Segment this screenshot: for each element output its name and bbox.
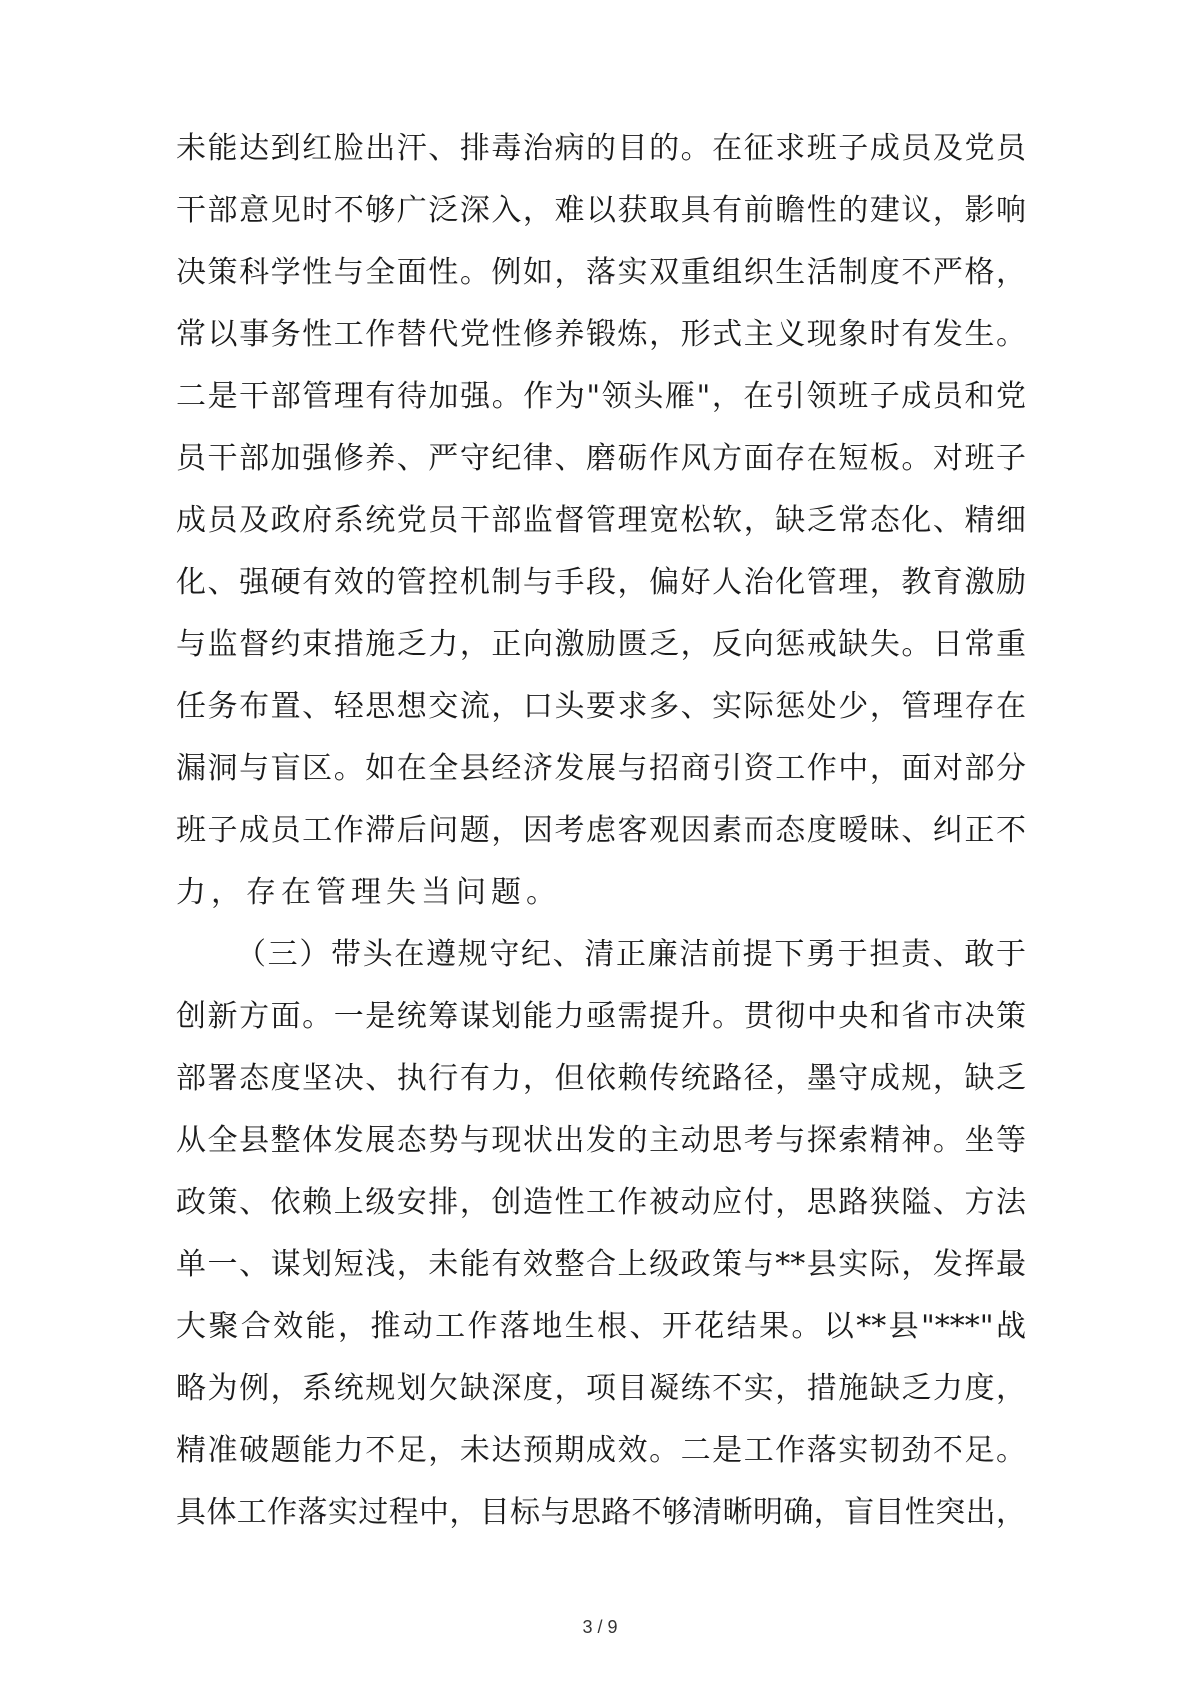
text-line: 力，存在管理失当问题。 — [176, 875, 561, 910]
text-line: 单一、谋划短浅，未能有效整合上级政策与**县实际，发挥最 — [176, 1247, 1026, 1282]
text-line: 创新方面。一是统筹谋划能力亟需提升。贯彻中央和省市决策 — [176, 999, 1026, 1034]
text-line: 班子成员工作滞后问题，因考虑客观因素而态度暧昧、纠正不 — [176, 813, 1026, 848]
text-line: 略为例，系统规划欠缺深度，项目凝练不实，措施缺乏力度， — [176, 1371, 1026, 1406]
text-line: 大聚合效能，推动工作落地生根、开花结果。以**县"***"战 — [176, 1309, 1026, 1344]
text-line: 化、强硬有效的管控机制与手段，偏好人治化管理，教育激励 — [176, 565, 1026, 600]
text-line: 部署态度坚决、执行有力，但依赖传统路径，墨守成规，缺乏 — [176, 1061, 1026, 1096]
text-line: 成员及政府系统党员干部监督管理宽松软，缺乏常态化、精细 — [176, 503, 1026, 538]
text-line: 政策、依赖上级安排，创造性工作被动应付，思路狭隘、方法 — [176, 1185, 1026, 1220]
text-line: 二是干部管理有待加强。作为"领头雁"，在引领班子成员和党 — [176, 379, 1026, 414]
body-text — [176, 118, 1026, 1544]
page-number: 3 / 9 — [582, 1617, 618, 1637]
text-line: 从全县整体发展态势与现状出发的主动思考与探索精神。坐等 — [176, 1123, 1026, 1158]
text-line: 常以事务性工作替代党性修养锻炼，形式主义现象时有发生。 — [176, 317, 1026, 352]
text-line: 具体工作落实过程中，目标与思路不够清晰明确，盲目性突出， — [176, 1495, 1026, 1530]
text-line: 员干部加强修养、严守纪律、磨砺作风方面存在短板。对班子 — [176, 441, 1026, 476]
text-line: 与监督约束措施乏力，正向激励匮乏，反向惩戒缺失。日常重 — [176, 627, 1026, 662]
text-line: 决策科学性与全面性。例如，落实双重组织生活制度不严格， — [176, 255, 1026, 290]
section-heading-line: （三）带头在遵规守纪、清正廉洁前提下勇于担责、敢于 — [236, 937, 1026, 972]
text-line: 干部意见时不够广泛深入，难以获取具有前瞻性的建议，影响 — [176, 193, 1026, 228]
text-line: 任务布置、轻思想交流，口头要求多、实际惩处少，管理存在 — [176, 689, 1026, 724]
text-line: 精准破题能力不足，未达预期成效。二是工作落实韧劲不足。 — [176, 1433, 1026, 1468]
text-line: 未能达到红脸出汗、排毒治病的目的。在征求班子成员及党员 — [176, 131, 1026, 166]
text-line: 漏洞与盲区。如在全县经济发展与招商引资工作中，面对部分 — [176, 751, 1026, 786]
